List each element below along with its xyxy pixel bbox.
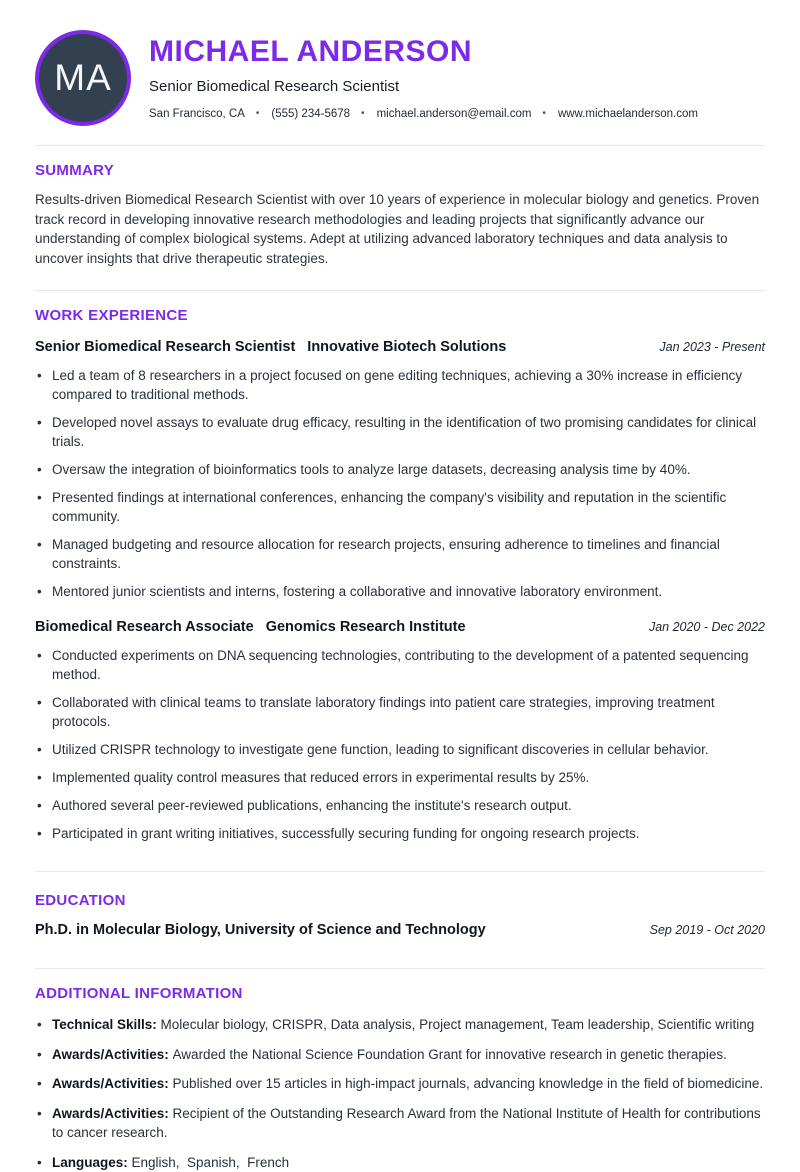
header-text <box>149 30 698 120</box>
additional-item-label: Awards/Activities: <box>52 1047 173 1062</box>
bullet-item: • Utilized CRISPR technology to investigate gene function, leading to significant discoveries in cellular behavior. <box>35 740 765 759</box>
section-divider <box>35 968 765 969</box>
summary-text: Results-driven Biomedical Research Scientist with over 10 years of experience in molecular biology and genetics. Proven track record in developing innovative research methodologies and leading projects that significantly advance our understanding of complex biological systems. Adept at utilizing advanced laboratory techniques and data analysis to uncover insights that drive therapeutic strategies. <box>35 190 765 268</box>
job-header <box>35 619 765 635</box>
additional-item-text: Molecular biology, CRISPR, Data analysis, Project management, Team leadership, Scientific writing <box>161 1017 755 1032</box>
bullet-item: • Managed budgeting and resource allocation for research projects, ensuring adherence to timelines and financial constraints. <box>35 535 765 573</box>
bullet-item: • Oversaw the integration of bioinformatics tools to analyze large datasets, decreasing analysis time by 40%. <box>35 460 765 479</box>
bullet-item: • Participated in grant writing initiatives, successfully securing funding for ongoing research projects. <box>35 824 765 843</box>
bullet-item: • Developed novel assays to evaluate drug efficacy, resulting in the identification of two promising candidates for clinical trials. <box>35 413 765 451</box>
bullet-item: • Mentored junior scientists and interns, fostering a collaborative and innovative laboratory environment. <box>35 582 765 601</box>
contact-location: San Francisco, CA <box>149 108 245 120</box>
bullet-item: • Authored several peer-reviewed publications, enhancing the institute's research output. <box>35 796 765 815</box>
education-dates: Sep 2019 - Oct 2020 <box>650 923 765 937</box>
bullet-item: • Led a team of 8 researchers in a project focused on gene editing techniques, achieving a 30% increase in efficiency compared to traditional methods. <box>35 366 765 404</box>
bullet-item: • Presented findings at international conferences, enhancing the company's visibility and reputation in the scientific community. <box>35 488 765 526</box>
work-experience-heading: WORK EXPERIENCE <box>35 307 765 324</box>
additional-info-heading: ADDITIONAL INFORMATION <box>35 985 765 1002</box>
summary-heading: SUMMARY <box>35 162 765 179</box>
additional-item <box>35 1104 765 1143</box>
job-title: Senior Biomedical Research Scientist <box>35 339 295 355</box>
additional-item <box>35 1074 765 1094</box>
job-company: Genomics Research Institute <box>266 619 466 635</box>
job-dates: Jan 2020 - Dec 2022 <box>649 620 765 634</box>
degree-title: Ph.D. in Molecular Biology, University of Science and Technology <box>35 922 486 938</box>
section-divider <box>35 871 765 872</box>
education-entry <box>35 922 765 938</box>
additional-item-label: Technical Skills: <box>52 1017 161 1032</box>
additional-item-label: Languages: <box>52 1155 132 1170</box>
additional-item-label: Awards/Activities: <box>52 1106 173 1121</box>
candidate-title: Senior Biomedical Research Scientist <box>149 78 698 95</box>
additional-item <box>35 1045 765 1065</box>
education-heading: EDUCATION <box>35 892 765 909</box>
additional-item <box>35 1153 765 1172</box>
job-bullet-list <box>35 646 765 843</box>
job-header <box>35 339 765 355</box>
additional-info-list <box>35 1015 765 1172</box>
candidate-name: MICHAEL ANDERSON <box>149 36 698 68</box>
job-title: Biomedical Research Associate <box>35 619 254 635</box>
contact-website[interactable]: • www.michaelanderson.com <box>531 108 698 120</box>
additional-item-text: Recipient of the Outstanding Research Award from the National Institute of Health for contributions to cancer research. <box>52 1106 764 1141</box>
job-bullet-list <box>35 366 765 601</box>
resume-header <box>35 0 765 126</box>
avatar-initials: MA <box>54 57 112 99</box>
additional-item <box>35 1015 765 1035</box>
header-divider <box>35 145 765 146</box>
section-divider <box>35 290 765 291</box>
avatar <box>35 30 131 126</box>
job-dates: Jan 2023 - Present <box>659 340 765 354</box>
contact-row <box>149 108 698 120</box>
bullet-item: • Implemented quality control measures that reduced errors in experimental results by 25%. <box>35 768 765 787</box>
contact-email[interactable]: • michael.anderson@email.com <box>350 108 531 120</box>
additional-item-label: Awards/Activities: <box>52 1076 173 1091</box>
contact-phone: • (555) 234-5678 <box>245 108 350 120</box>
bullet-item: • Collaborated with clinical teams to translate laboratory findings into patient care strategies, improving treatment protocols. <box>35 693 765 731</box>
additional-item-text: Published over 15 articles in high-impact journals, advancing knowledge in the field of biomedicine. <box>173 1076 764 1091</box>
job-company: Innovative Biotech Solutions <box>307 339 506 355</box>
additional-item-text: English, Spanish, French <box>132 1155 290 1170</box>
additional-item-text: Awarded the National Science Foundation Grant for innovative research in genetic therapies. <box>173 1047 727 1062</box>
bullet-item: • Conducted experiments on DNA sequencing technologies, contributing to the development of a patented sequencing method. <box>35 646 765 684</box>
